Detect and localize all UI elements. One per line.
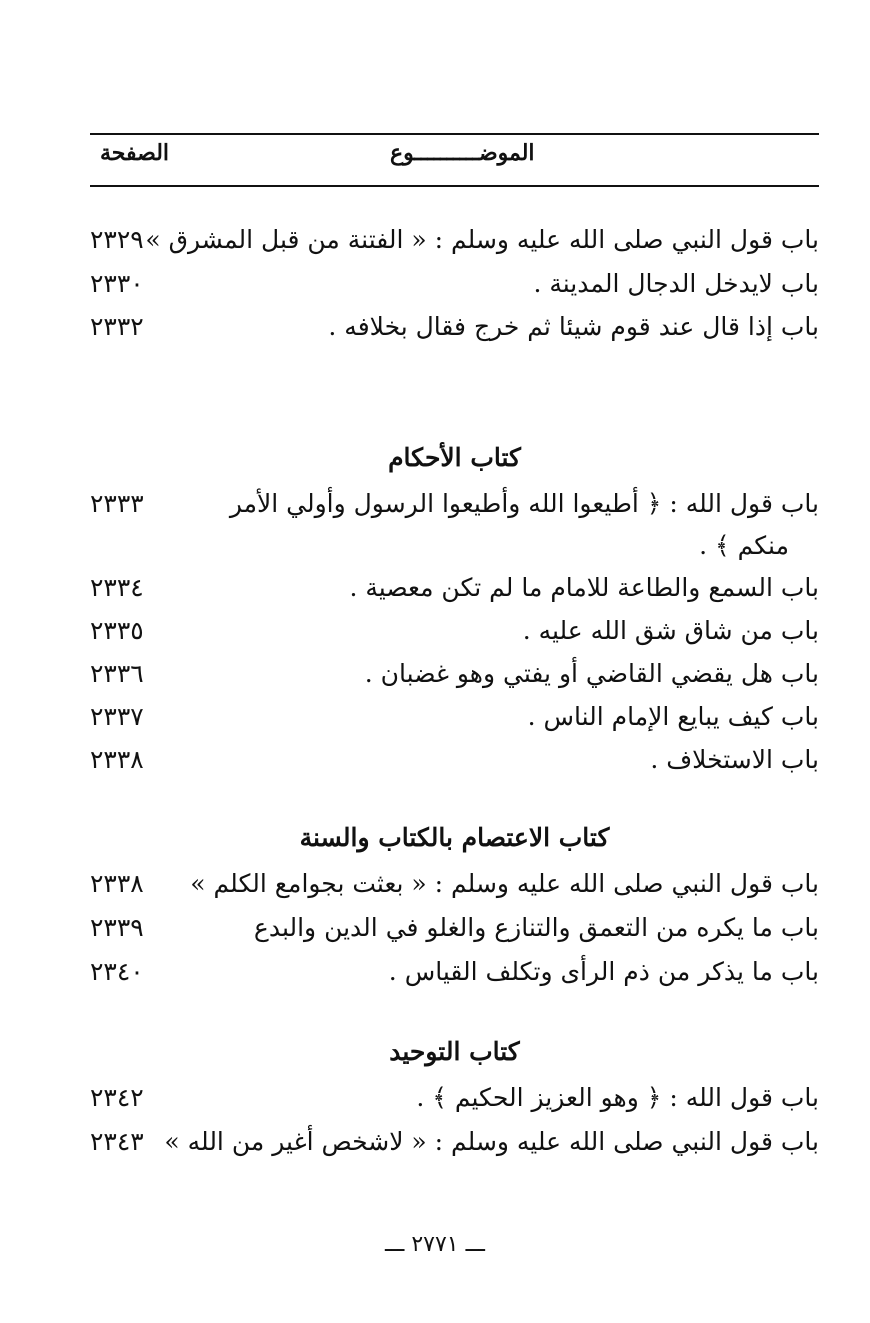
index-entry bbox=[90, 695, 819, 739]
entry-title: باب قول النبي صلى الله عليه وسلم : « الفتنة من قبل المشرق » bbox=[145, 225, 819, 254]
entry-page: ٢٣٣٤ bbox=[90, 573, 144, 602]
entry-title: باب قول الله : ﴿ وهو العزيز الحكيم ﴾ . bbox=[416, 1083, 819, 1112]
index-entry bbox=[90, 262, 819, 306]
entry-title: باب قول النبي صلى الله عليه وسلم : « بعثت بجوامع الكلم » bbox=[190, 869, 819, 898]
entry-title: باب إذا قال عند قوم شيئا ثم خرج فقال بخلافه . bbox=[328, 312, 819, 341]
entry-title: باب السمع والطاعة للامام ما لم تكن معصية . bbox=[349, 573, 819, 602]
index-entry bbox=[90, 906, 819, 950]
index-entry bbox=[90, 609, 819, 653]
entry-continuation bbox=[90, 524, 819, 568]
entry-title: باب ما يذكر من ذم الرأى وتكلف القياس . bbox=[388, 957, 819, 986]
header-top-rule bbox=[90, 133, 819, 135]
entry-page: ٢٣٣٣ bbox=[90, 489, 144, 518]
index-entry bbox=[90, 738, 819, 782]
entry-page: ٢٣٣٨ bbox=[90, 745, 144, 774]
entry-title: باب ما يكره من التعمق والتنازع والغلو في الدين والبدع bbox=[253, 913, 819, 942]
index-entry bbox=[90, 1120, 819, 1164]
entry-page: ٢٣٣٥ bbox=[90, 616, 144, 645]
entry-title: باب قول الله : ﴿ أطيعوا الله وأطيعوا الرسول وأولي الأمر bbox=[229, 489, 819, 518]
entry-page: ٢٣٤٣ bbox=[90, 1127, 144, 1156]
header-bottom-rule bbox=[90, 185, 819, 187]
section-title-ahkam: كتاب الأحكام bbox=[388, 443, 521, 472]
topic-column-header: الموضــــــــــوع bbox=[390, 140, 535, 166]
entry-page: ٢٣٣٢ bbox=[90, 312, 144, 341]
index-entry bbox=[90, 566, 819, 610]
entry-title: باب لايدخل الدجال المدينة . bbox=[533, 269, 819, 298]
section-title-tawhid: كتاب التوحيد bbox=[389, 1037, 520, 1066]
index-entry bbox=[90, 482, 819, 526]
entry-page: ٢٣٣٦ bbox=[90, 659, 144, 688]
entry-title: باب الاستخلاف . bbox=[650, 745, 819, 774]
entry-title-continuation: منكم ﴾ . bbox=[699, 531, 789, 560]
entry-page: ٢٣٣٠ bbox=[90, 269, 144, 298]
entry-title: باب كيف يبايع الإمام الناس . bbox=[527, 702, 819, 731]
index-entry bbox=[90, 305, 819, 349]
entry-page: ٢٣٣٩ bbox=[90, 913, 144, 942]
index-entry bbox=[90, 950, 819, 994]
entry-page: ٢٣٣٨ bbox=[90, 869, 144, 898]
entry-title: باب هل يقضي القاضي أو يفتي وهو غضبان . bbox=[364, 659, 819, 688]
entry-title: باب من شاق شق الله عليه . bbox=[522, 616, 819, 645]
section-title-itisam: كتاب الاعتصام بالكتاب والسنة bbox=[299, 823, 610, 852]
entry-page: ٢٣٣٧ bbox=[90, 702, 144, 731]
entry-page: ٢٣٤٢ bbox=[90, 1083, 144, 1112]
index-entry bbox=[90, 1076, 819, 1120]
entry-page: ٢٣٤٠ bbox=[90, 957, 144, 986]
index-entry bbox=[90, 862, 819, 906]
index-entry bbox=[90, 652, 819, 696]
index-entry bbox=[90, 218, 819, 262]
page-column-header: الصفحة bbox=[100, 140, 170, 166]
entry-title: باب قول النبي صلى الله عليه وسلم : « لاشخص أغير من الله » bbox=[164, 1127, 819, 1156]
entry-page: ٢٣٢٩ bbox=[90, 225, 144, 254]
page-number: ـــ ٢٧٧١ ـــ bbox=[385, 1232, 485, 1257]
